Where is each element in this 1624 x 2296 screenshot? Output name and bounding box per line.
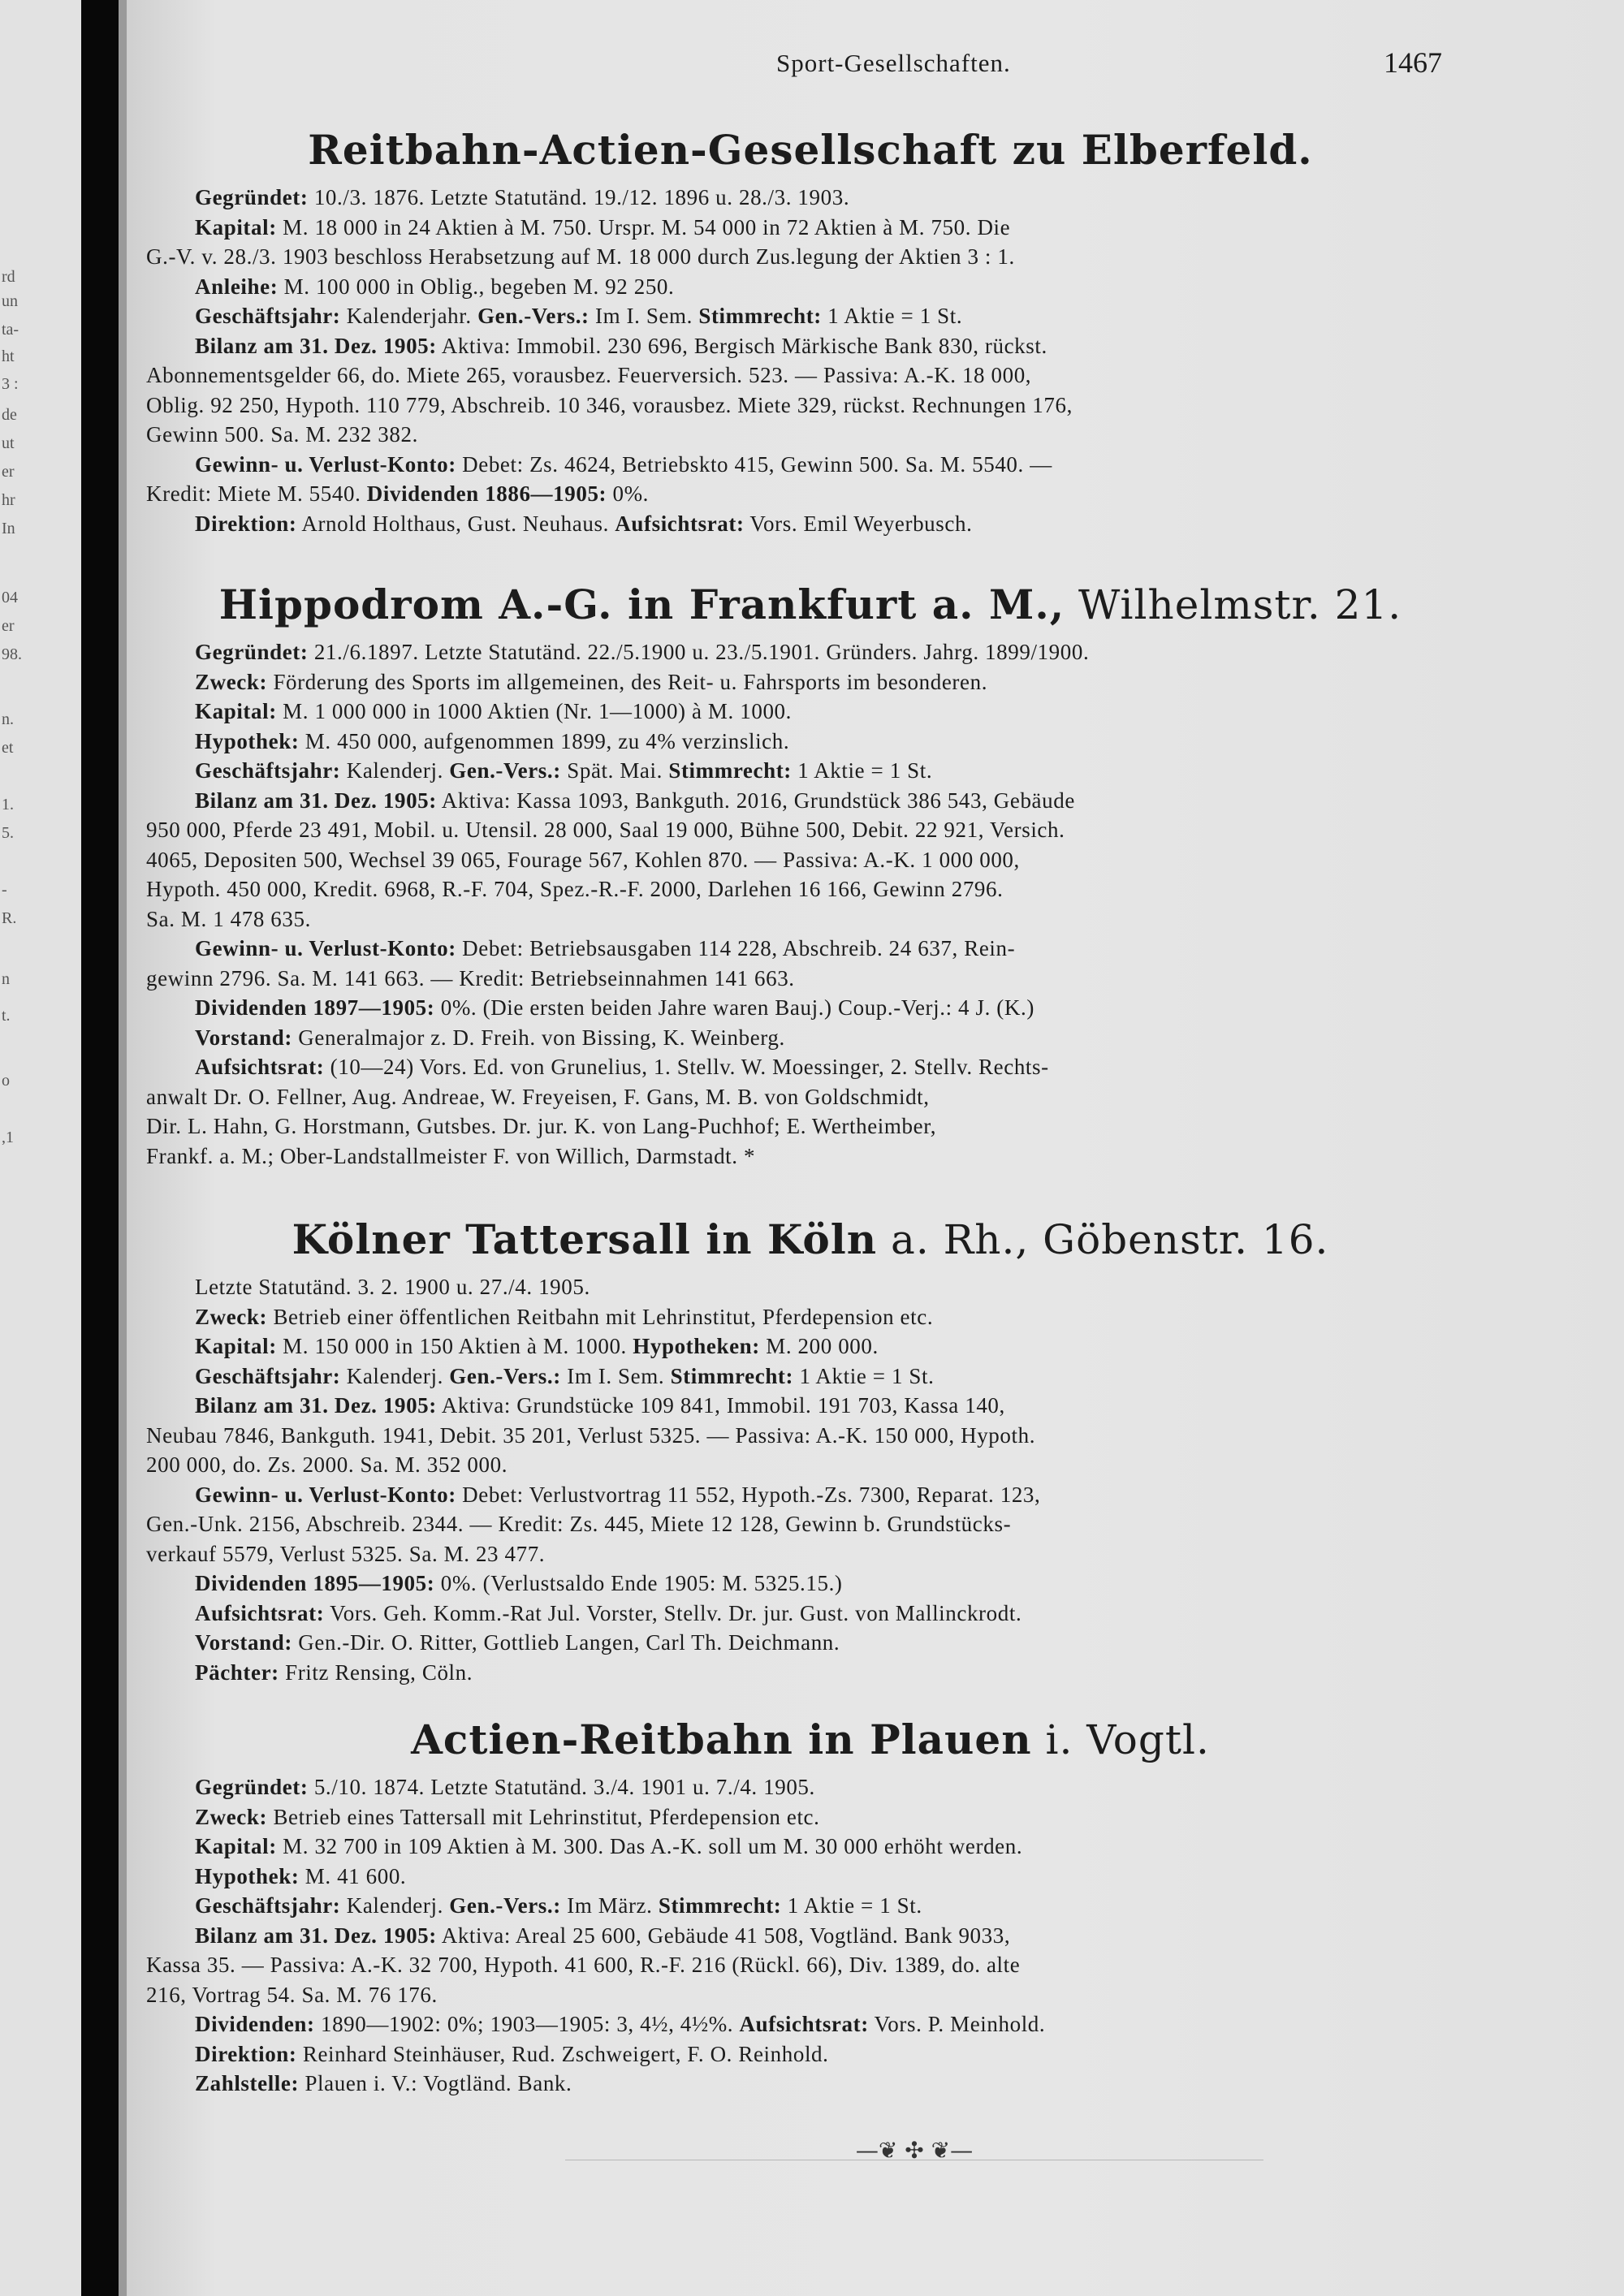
company-entry [146, 1707, 1475, 2099]
entry-line: Dividenden: 1890—1902: 0%; 1903—1905: 3, 4½, 4½%. Aufsichtsrat: Vors. P. Meinhold. [195, 2012, 1046, 2036]
entry-line: gewinn 2796. Sa. M. 141 663. — Kredit: Betriebseinnahmen 141 663. [146, 965, 795, 990]
entry-line: Hypothek: M. 41 600. [195, 1863, 407, 1888]
margin-fragment: - [2, 881, 7, 899]
company-entry [146, 572, 1475, 1171]
margin-fragment: 1. [2, 796, 14, 814]
entry-line: Gen.-Unk. 2156, Abschreib. 2344. — Kredit: Zs. 445, Miete 12 128, Gewinn b. Grundstücks- [146, 1512, 1012, 1536]
entry-line: Vorstand: Gen.-Dir. O. Ritter, Gottlieb Langen, Carl Th. Deichmann. [195, 1630, 840, 1655]
entry-line: Bilanz am 31. Dez. 1905: Aktiva: Kassa 1093, Bankguth. 2016, Grundstück 386 543, Gebäude [195, 788, 1075, 813]
entry-line: Gewinn- u. Verlust-Konto: Debet: Betriebsausgaben 114 228, Abschreib. 24 637, Rein- [195, 936, 1016, 960]
margin-fragment: hr [2, 491, 15, 509]
entry-line: 4065, Depositen 500, Wechsel 39 065, Fourage 567, Kohlen 870. — Passiva: A.-K. 1 000 000, [146, 847, 1020, 872]
entry-line: Vorstand: Generalmajor z. D. Freih. von Bissing, K. Weinberg. [195, 1025, 785, 1050]
entry-line: Zahlstelle: Plauen i. V.: Vogtländ. Bank. [195, 2071, 572, 2095]
entry-line: Anleihe: M. 100 000 in Oblig., begeben M. 92 250. [195, 274, 675, 299]
margin-fragment: 5. [2, 824, 14, 842]
entry-line: Geschäftsjahr: Kalenderjahr. Gen.-Vers.: Im I. Sem. Stimmrecht: 1 Aktie = 1 St. [195, 304, 963, 328]
margin-fragment: ut [2, 434, 15, 452]
entry-line: Zweck: Förderung des Sports im allgemeinen, des Reit- u. Fahrsports im besonderen. [195, 669, 988, 694]
company-title: Reitbahn-Actien-Gesellschaft zu Elberfeld. [308, 126, 1313, 174]
entry-line: Pächter: Fritz Rensing, Cöln. [195, 1659, 473, 1685]
margin-fragment: o [2, 1072, 10, 1090]
entry-line: Kapital: M. 150 000 in 150 Aktien à M. 1000. Hypotheken: M. 200 000. [195, 1334, 879, 1358]
entry-line: Neubau 7846, Bankguth. 1941, Debit. 35 201, Verlust 5325. — Passiva: A.-K. 150 000, Hypoth. [146, 1422, 1036, 1448]
entry-line: Gewinn 500. Sa. M. 232 382. [146, 422, 418, 447]
entry-line: Frankf. a. M.; Ober-Landstallmeister F. von Willich, Darmstadt. * [146, 1143, 756, 1168]
margin-fragment: un [2, 292, 18, 310]
company-entry [146, 1207, 1475, 1687]
margin-fragment: n. [2, 710, 14, 728]
margin-fragment: er [2, 463, 15, 481]
company-title: Actien-Reitbahn in Plauen i. Vogtl. [411, 1716, 1210, 1763]
entry-line: Zweck: Betrieb eines Tattersall mit Lehrinstitut, Pferdepension etc. [195, 1804, 820, 1829]
page-number: 1467 [1384, 46, 1442, 79]
entry-line: Gewinn- u. Verlust-Konto: Debet: Zs. 4624, Betriebskto 415, Gewinn 500. Sa. M. 5540. — [195, 451, 1052, 477]
entry-line: 950 000, Pferde 23 491, Mobil. u. Utensil. 28 000, Saal 19 000, Bühne 500, Debit. 22 921, Versich. [146, 818, 1065, 842]
page [127, 0, 1624, 2296]
entry-line: verkauf 5579, Verlust 5325. Sa. M. 23 477. [146, 1541, 546, 1566]
entry-line: Bilanz am 31. Dez. 1905: Aktiva: Grundstücke 109 841, Immobil. 191 703, Kassa 140, [195, 1393, 1005, 1418]
entry-line: Bilanz am 31. Dez. 1905: Aktiva: Areal 25 600, Gebäude 41 508, Vogtländ. Bank 9033, [195, 1923, 1011, 1948]
entry-line: Hypoth. 450 000, Kredit. 6968, R.-F. 704, Spez.-R.-F. 2000, Darlehen 16 166, Gewinn 2796. [146, 877, 1004, 901]
margin-fragment: er [2, 617, 15, 635]
entry-line: Aufsichtsrat: Vors. Geh. Komm.-Rat Jul. Vorster, Stellv. Dr. jur. Gust. von Mallinckrodt. [195, 1600, 1022, 1625]
entry-body [146, 1772, 1475, 2099]
book-spine-shadow [81, 0, 119, 2296]
entry-line: anwalt Dr. O. Fellner, Aug. Andreae, W. Freyeisen, F. Gans, M. B. von Goldschmidt, [146, 1084, 930, 1109]
footer-ornament: —❦ ✣ ❦— [855, 2137, 974, 2164]
company-title: Kölner Tattersall in Köln a. Rh., Göbenstr. 16. [292, 1215, 1329, 1263]
company-entry [146, 118, 1475, 538]
entry-line: Gegründet: 5./10. 1874. Letzte Statutänd. 3./4. 1901 u. 7./4. 1905. [195, 1775, 815, 1799]
entry-line: Sa. M. 1 478 635. [146, 906, 311, 931]
entry-body [146, 183, 1475, 538]
entry-line: Kapital: M. 18 000 in 24 Aktien à M. 750. Urspr. M. 54 000 in 72 Aktien à M. 750. Die [195, 214, 1011, 240]
company-title: Hippodrom A.-G. in Frankfurt a. M., Wilhelmstr. 21. [218, 580, 1402, 628]
entry-line: Geschäftsjahr: Kalenderj. Gen.-Vers.: Im März. Stimmrecht: 1 Aktie = 1 St. [195, 1893, 922, 1918]
margin-fragment: In [2, 520, 15, 537]
entry-line: Kapital: M. 1 000 000 in 1000 Aktien (Nr. 1—1000) à M. 1000. [195, 699, 792, 723]
entry-line: Aufsichtsrat: (10—24) Vors. Ed. von Grunelius, 1. Stellv. W. Moessinger, 2. Stellv. Rechts- [195, 1055, 1049, 1079]
entry-line: Oblig. 92 250, Hypoth. 110 779, Abschreib. 10 346, vorausbez. Miete 329, rückst. Rechnungen 176, [146, 392, 1073, 417]
entry-line: Bilanz am 31. Dez. 1905: Aktiva: Immobil. 230 696, Bergisch Märkische Bank 830, rückst. [195, 333, 1047, 358]
entry-line: Gegründet: 10./3. 1876. Letzte Statutänd. 19./12. 1896 u. 28./3. 1903. [195, 185, 850, 209]
entry-line: Geschäftsjahr: Kalenderj. Gen.-Vers.: Spät. Mai. Stimmrecht: 1 Aktie = 1 St. [195, 758, 933, 783]
margin-fragment: 3 : [2, 375, 19, 393]
margin-fragment: ta- [2, 321, 19, 339]
margin-fragment: n [2, 970, 10, 988]
entry-line: Hypothek: M. 450 000, aufgenommen 1899, zu 4% verzinslich. [195, 728, 790, 753]
entry-line: Dir. L. Hahn, G. Horstmann, Gutsbes. Dr. jur. K. von Lang-Puchhof; E. Wertheimber, [146, 1114, 937, 1138]
margin-fragment: ht [2, 347, 15, 365]
margin-fragment: t. [2, 1007, 11, 1025]
gutter [119, 0, 127, 2296]
entry-line: Zweck: Betrieb einer öffentlichen Reitbahn mit Lehrinstitut, Pferdepension etc. [195, 1304, 934, 1329]
entry-body [146, 1272, 1475, 1687]
entry-line: Dividenden 1895—1905: 0%. (Verlustsaldo Ende 1905: M. 5325.15.) [195, 1571, 843, 1595]
entry-line: Dividenden 1897—1905: 0%. (Die ersten beiden Jahre waren Bauj.) Coup.-Verj.: 4 J. (K.) [195, 995, 1034, 1020]
entry-line: Abonnementsgelder 66, do. Miete 265, vorausbez. Feuerversich. 523. — Passiva: A.-K. 18 000, [146, 363, 1032, 387]
margin-fragment: 98. [2, 645, 22, 663]
margin-fragment: 04 [2, 589, 18, 606]
running-head: Sport-Gesellschaften. [776, 49, 1011, 77]
entry-line: Kapital: M. 32 700 in 109 Aktien à M. 300. Das A.-K. soll um M. 30 000 erhöht werden. [195, 1834, 1023, 1858]
margin-fragment: de [2, 406, 17, 424]
margin-fragment: et [2, 739, 14, 757]
entry-line: Direktion: Arnold Holthaus, Gust. Neuhaus. Aufsichtsrat: Vors. Emil Weyerbusch. [195, 511, 973, 536]
entry-line: Kredit: Miete M. 5540. Dividenden 1886—1905: 0%. [146, 481, 650, 506]
entry-line: Gegründet: 21./6.1897. Letzte Statutänd. 22./5.1900 u. 23./5.1901. Gründers. Jahrg. 1899/1900. [195, 640, 1090, 664]
entry-line: Letzte Statutänd. 3. 2. 1900 u. 27./4. 1905. [195, 1275, 590, 1299]
entry-line: Direktion: Reinhard Steinhäuser, Rud. Zschweigert, F. O. Reinhold. [195, 2041, 829, 2066]
entry-body [146, 637, 1475, 1171]
margin-fragment: rd [2, 268, 15, 286]
entry-line: Geschäftsjahr: Kalenderj. Gen.-Vers.: Im I. Sem. Stimmrecht: 1 Aktie = 1 St. [195, 1363, 935, 1388]
entry-line: Gewinn- u. Verlust-Konto: Debet: Verlustvortrag 11 552, Hypoth.-Zs. 7300, Reparat. 123, [195, 1482, 1041, 1507]
entry-line: Kassa 35. — Passiva: A.-K. 32 700, Hypoth. 41 600, R.-F. 216 (Rückl. 66), Div. 1389, do. alte [146, 1953, 1021, 1977]
entry-line: 216, Vortrag 54. Sa. M. 76 176. [146, 1982, 438, 2007]
margin-fragment: R. [2, 909, 17, 927]
entry-line: 200 000, do. Zs. 2000. Sa. M. 352 000. [146, 1452, 508, 1477]
entry-line: G.-V. v. 28./3. 1903 beschloss Herabsetzung auf M. 18 000 durch Zus.legung der Aktien 3 : 1. [146, 244, 1015, 269]
adjacent-page-edge [0, 0, 81, 2296]
margin-fragment: ,1 [2, 1129, 14, 1146]
